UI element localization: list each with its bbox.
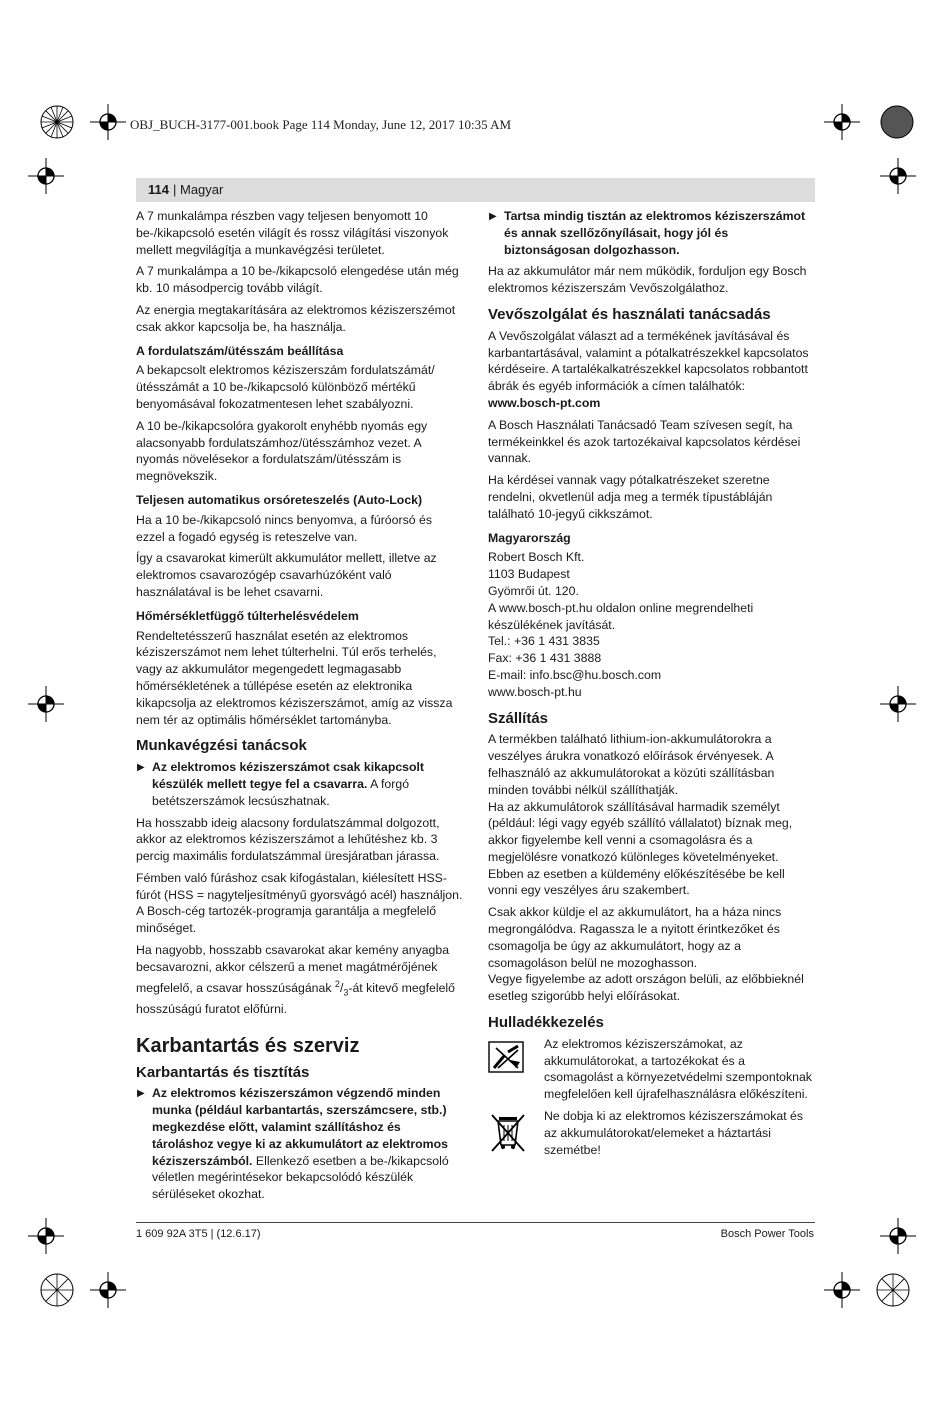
paragraph: Ha kérdései vannak vagy pótalkatrészeket szeretne rendelni, okvetlenül adja meg a termék típustábláján található 10-jegyű cikkszámot. xyxy=(488,473,773,521)
text: -át kitevő megfelelő hosszúságú furatot előfúrni. xyxy=(136,980,456,1017)
header-separator: | xyxy=(173,182,177,197)
warning-bullet xyxy=(488,208,815,258)
section-heading: Magyarország xyxy=(488,530,571,545)
website-link[interactable]: www.bosch-pt.com xyxy=(488,395,601,410)
registration-mark-icon xyxy=(90,104,126,140)
paragraph: Ha nagyobb, hosszabb csavarokat akar kemény anyagba becsavarozni, akkor célszerű a menet magátmérőjének megfelelő, a csavar hosszúságának $^2/_3-át$ kitevő megfelelő hosszúságú furatot előfúrni. xyxy=(136,943,456,1017)
footer-rule xyxy=(136,1222,815,1223)
address-line: Robert Bosch Kft. xyxy=(488,550,585,565)
bullet-triangle-icon: ▶ xyxy=(137,1088,145,1100)
book-slug: OBJ_BUCH-3177-001.book Page 114 Monday, June 12, 2017 10:35 AM xyxy=(130,117,512,132)
bullet-bold-text: Az elektromos kéziszerszámon végzendő minden munka (például karbantartás, szerszámcsere, stb.) megkezdése előtt, valamint szállításhoz és tároláshoz vegye ki az akkumulátort az elektromos kéziszerszámból. xyxy=(152,1086,448,1168)
registration-mark-icon xyxy=(880,1218,916,1254)
paragraph: A bekapcsolt elektromos kéziszerszám fordulatszámát/ütésszámát a 10 be-/kikapcsoló különböző mértékű benyomásával fokozatmentesen lehet szabályozni. xyxy=(136,363,435,411)
left-column xyxy=(136,208,463,1208)
paragraph: Ha hosszabb ideig alacsony fordulatszámmal dolgozott, akkor az elektromos kéziszerszámot a lehűtéshez kb. 3 percig maximális fordulatszámmal üresjáratban járassa. xyxy=(136,815,440,864)
paragraph: A Bosch Használati Tanácsadó Team szívesen segít, ha termékeinkkel és azok tartozékaival kapcsolatos kérdései vannak. xyxy=(488,417,801,466)
paragraph: Ha az akkumulátor már nem működik, forduljon egy Bosch elektromos kéziszerszám Vevőszolgálathoz. xyxy=(488,264,807,296)
section-heading: Vevőszolgálat és használati tanácsadás xyxy=(488,305,771,323)
bullet-triangle-icon: ▶ xyxy=(137,762,145,774)
paragraph: Rendeltetésszerű használat esetén az elektromos kéziszerszámot nem lehet túlterhelni. Túl erős terhelés, vagy az akkumulátor megengedett legmagasabb hőmérsékletének a túllépése esetén az elektronika kikapcsolja az elektromos kéziszerszámot, amíg az vissza nem tér az optimális hőmérséklet tartományba. xyxy=(136,628,453,727)
paragraph: A 7 munkalámpa a 10 be-/kikapcsoló elengedése után még kb. 10 másodpercig tovább világít. xyxy=(136,264,459,296)
paragraph: A 7 munkalámpa részben vagy teljesen benyomott 10 be-/kikapcsoló esetén világít és rossz világítási viszonyok mellett megvilágítja a munkavégzési területet. xyxy=(136,209,449,257)
section-heading: Karbantartás és tisztítás xyxy=(136,1063,310,1081)
paragraph: Így a csavarokat kimerült akkumulátor mellett, illetve az elektromos csavarozógép csavarhúzóként való használatával is be lehet csavarni. xyxy=(136,551,437,599)
address-line: A www.bosch-pt.hu oldalon online megrendelheti készülékének javítását. xyxy=(488,600,754,632)
page-number: 114 xyxy=(148,182,169,197)
registration-mark-icon xyxy=(880,686,916,722)
address-line: Tel.: +36 1 431 3835 xyxy=(488,634,600,649)
fraction-denominator: 3 xyxy=(343,987,349,998)
section-heading: Szállítás xyxy=(488,709,549,727)
registration-mark-icon xyxy=(90,1272,126,1308)
address-line: Fax: +36 1 431 3888 xyxy=(488,651,602,666)
bullet-text: Ellenkező esetben a be-/kikapcsoló véletlen megérintésekor bekapcsolódó készülék sérüléseket okozhat. xyxy=(152,1153,449,1202)
paragraph: Ne dobja ki az elektromos kéziszerszámokat és az akkumulátorokat/elemeket a háztartási szemétbe! xyxy=(544,1109,804,1157)
header-language: Magyar xyxy=(180,182,224,197)
footer-doc-number: 1 609 92A 3T5 | (12.6.17) xyxy=(136,1228,261,1240)
address-line: 1103 Budapest xyxy=(488,567,570,582)
fraction-numerator: 2 xyxy=(334,978,340,989)
section-heading: A fordulatszám/ütésszám beállítása xyxy=(136,343,344,358)
registration-mark-icon xyxy=(880,158,916,194)
right-column xyxy=(488,208,815,1163)
bullet-triangle-icon: ▶ xyxy=(489,211,497,222)
section-heading: Munkavégzési tanácsok xyxy=(136,737,307,755)
disposal-note xyxy=(488,1108,815,1158)
warning-bullet xyxy=(136,1085,463,1203)
footer-brand: Bosch Power Tools xyxy=(720,1228,814,1240)
address-line: Gyömrői út. 120. xyxy=(488,583,579,598)
section-heading: Hőmérsékletfüggő túlterhelésvédelem xyxy=(136,608,359,623)
warning-bullet xyxy=(136,759,463,809)
paragraph: Az energia megtakarítására az elektromos kéziszerszémot csak akkor kapcsolja be, ha használja. xyxy=(136,302,456,334)
paragraph: A termékben található lithium-ion-akkumulátorokra a veszélyes árukra vonatkozó előírások érvényesek. A felhasználó az akkumulátorokat a közúti szállításban minden további nélkül szállíthatják. xyxy=(488,732,775,797)
section-heading: Teljesen automatikus orsóreteszelés (Auto-Lock) xyxy=(136,492,423,507)
address-line: E-mail: info.bsc@hu.bosch.com xyxy=(488,667,662,682)
chapter-heading: Karbantartás és szerviz xyxy=(136,1034,360,1057)
paragraph: Csak akkor küldje el az akkumulátort, ha a háza nincs megrongálódva. Ragassza le a nyitott érintkezőket és csomagolja be úgy az akkumulátort, hogy az a csomagoláson belül ne mozoghasson. xyxy=(488,905,782,970)
registration-mark-icon xyxy=(28,158,64,194)
paragraph: Az elektromos kéziszerszámokat, az akkumulátorokat, a tartozékokat és a csomagolást a környezetvédelmi szempontoknak megfelelően kell újrafelhasználásra előkészíteni. xyxy=(544,1036,812,1102)
bullet-text: A forgó betétszerszámok lecsúszhatnak. xyxy=(152,776,410,808)
paragraph: A Vevőszolgálat választ ad a termékének javításával és karbantartásával, valamint a pótalkatrészekkel kapcsolatos kérdéseire. A tartalékalkatrészekkel kapcsolatos robbantott ábrák és egyéb információk a címen találhatók: xyxy=(488,328,809,394)
address-block xyxy=(488,549,815,700)
registration-mark-icon xyxy=(824,104,860,140)
paragraph: Fémben való fúráshoz csak kifogástalan, kiélesített HSS-fúrót (HSS = nagyteljesítményű gyorsvágó acél) használjon. A Bosch-cég tartozék-programja garantálja a megfelelő minőséget. xyxy=(136,870,463,936)
recycle-tool-icon xyxy=(488,1038,528,1076)
section-heading: Hulladékkezelés xyxy=(488,1014,604,1032)
registration-mark-icon xyxy=(38,1271,76,1309)
paragraph: Ha a 10 be-/kikapcsoló nincs benyomva, a fúróorsó és ezzel a fogadó egység is reteszelve van. xyxy=(136,512,432,544)
registration-mark-icon xyxy=(28,1218,64,1254)
bullet-bold-text: Tartsa mindig tisztán az elektromos kéziszerszámot és annak szellőzőnyílásait, hogy jól és biztonságosan dolgozhasson. xyxy=(504,209,806,257)
registration-mark-icon xyxy=(28,686,64,722)
crossed-bin-icon xyxy=(488,1110,528,1154)
registration-mark-icon xyxy=(878,103,916,141)
page-header xyxy=(136,178,815,202)
registration-mark-icon xyxy=(874,1271,912,1309)
paragraph: Vegye figyelembe az adott országon belüli, az előbbieknél esetleg szigorúbb helyi előírásokat. xyxy=(488,972,804,1004)
bullet-bold-text: Az elektromos kéziszerszámot csak kikapcsolt készülék mellett tegye fel a csavarra. xyxy=(152,760,425,791)
text: Ha nagyobb, hosszabb csavarokat akar kemény anyagba becsavarozni, akkor célszerű a menet magátmérőjének megfelelő, a csavar hosszúságának xyxy=(136,943,450,995)
paragraph: A 10 be-/kikapcsolóra gyakorolt enyhébb nyomás egy alacsonyabb fordulatszámhoz/ütésszámhoz vezet. A nyomás növelésekor a fordulatszám/ütésszám is megnövekszik. xyxy=(136,418,428,484)
recycling-note xyxy=(488,1036,815,1103)
registration-mark-icon xyxy=(824,1272,860,1308)
paragraph: Ha az akkumulátorok szállításával harmadik személyt (például: légi vagy egyéb szállító vállalatot) bíznak meg, akkor figyelembe kell venni a csomagolásra és a megjelölésre vonatkozó különleges követelményeket. Ebben az esetben a küldemény előkészítésébe be kell vonni egy veszélyes áru szakembert. xyxy=(488,799,793,898)
registration-mark-icon xyxy=(38,103,76,141)
address-line: www.bosch-pt.hu xyxy=(488,684,582,699)
